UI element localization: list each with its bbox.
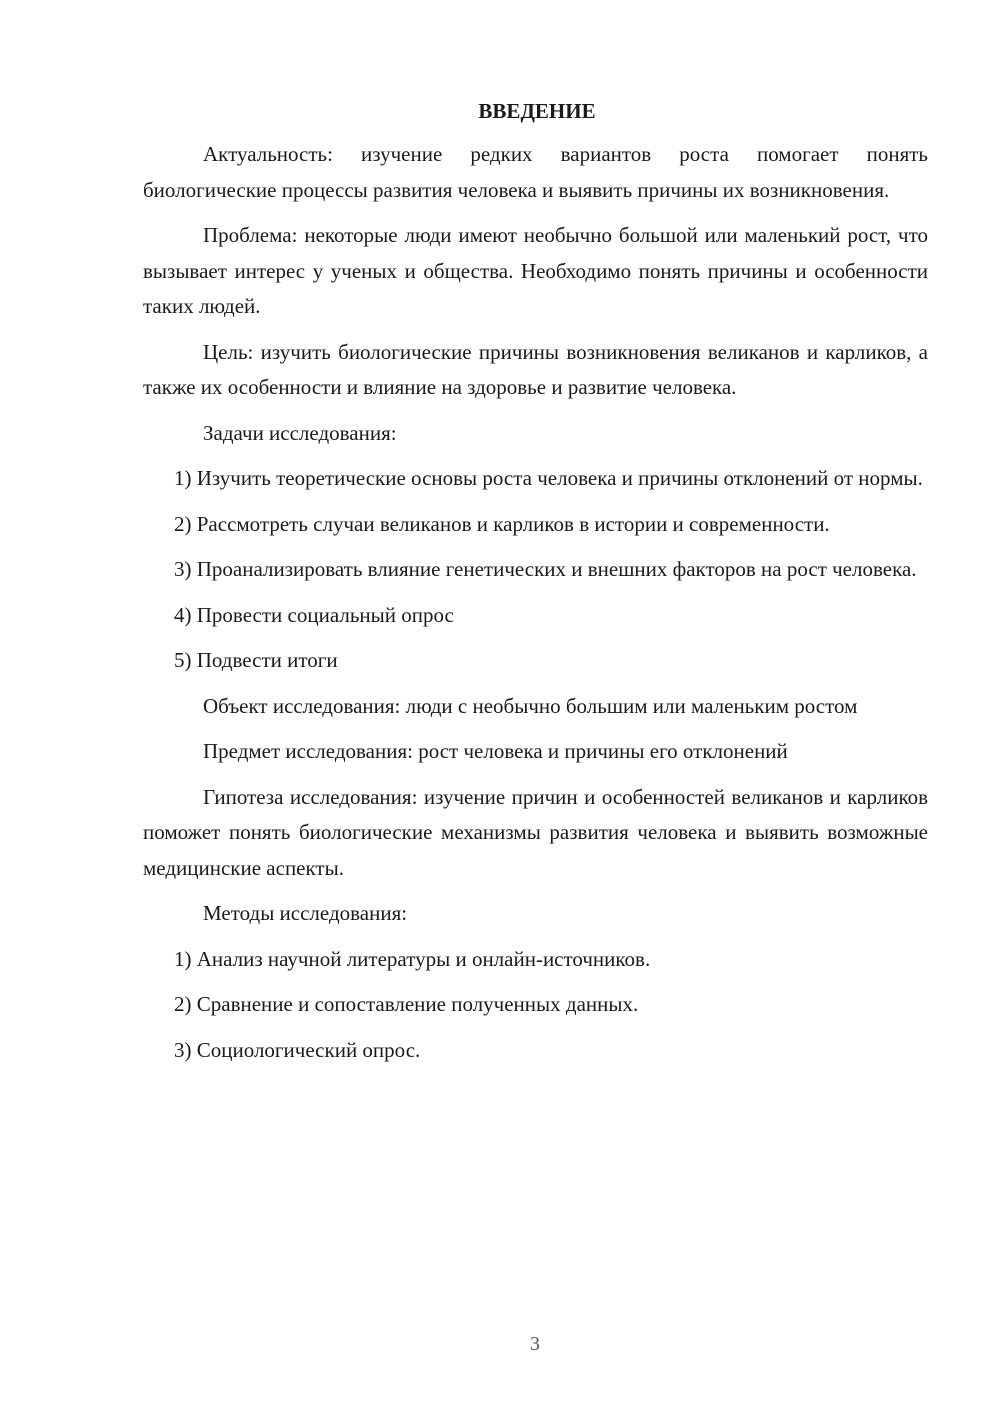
- method-item: 1) Анализ научной литературы и онлайн-источников.: [174, 946, 651, 971]
- task-item: 2) Рассмотреть случаи великанов и карликов в истории и современности.: [174, 511, 830, 536]
- page-number: 3: [530, 1333, 540, 1355]
- goal-paragraph: Цель: изучить биологические причины возникновения великанов и карликов, а также их особенности и влияние на здоровье и развитие человека.: [143, 339, 928, 399]
- tasks-heading: Задачи исследования:: [203, 420, 397, 445]
- section-title: ВВЕДЕНИЕ: [478, 99, 596, 123]
- document-body: [143, 96, 928, 1078]
- methods-heading: Методы исследования:: [203, 901, 408, 925]
- relevance-paragraph: Актуальность: изучение редких вариантов роста помогает понять биологические процессы развития человека и выявить причины их возникновения.: [143, 142, 928, 202]
- task-item: 1) Изучить теоретические основы роста человека и причины отклонений от нормы.: [174, 466, 923, 490]
- method-item: 2) Сравнение и сопоставление полученных данных.: [174, 992, 639, 1016]
- task-item: 4) Провести социальный опрос: [174, 602, 454, 627]
- subject-paragraph: Предмет исследования: рост человека и причины его отклонений: [203, 739, 788, 763]
- problem-paragraph: Проблема: некоторые люди имеют необычно большой или маленький рост, что вызывает интерес у ученых и общества. Необходимо понять причины и особенности таких людей.: [143, 223, 928, 318]
- hypothesis-paragraph: Гипотеза исследования: изучение причин и особенностей великанов и карликов поможет понять биологические механизмы развития человека и выявить возможные медицинские аспекты.: [143, 784, 928, 880]
- task-item: 3) Проанализировать влияние генетических и внешних факторов на рост человека.: [174, 557, 917, 581]
- task-item: 5) Подвести итоги: [174, 648, 338, 672]
- object-paragraph: Объект исследования: люди с необычно большим или маленьким ростом: [203, 693, 858, 718]
- method-item: 3) Социологический опрос.: [174, 1037, 421, 1062]
